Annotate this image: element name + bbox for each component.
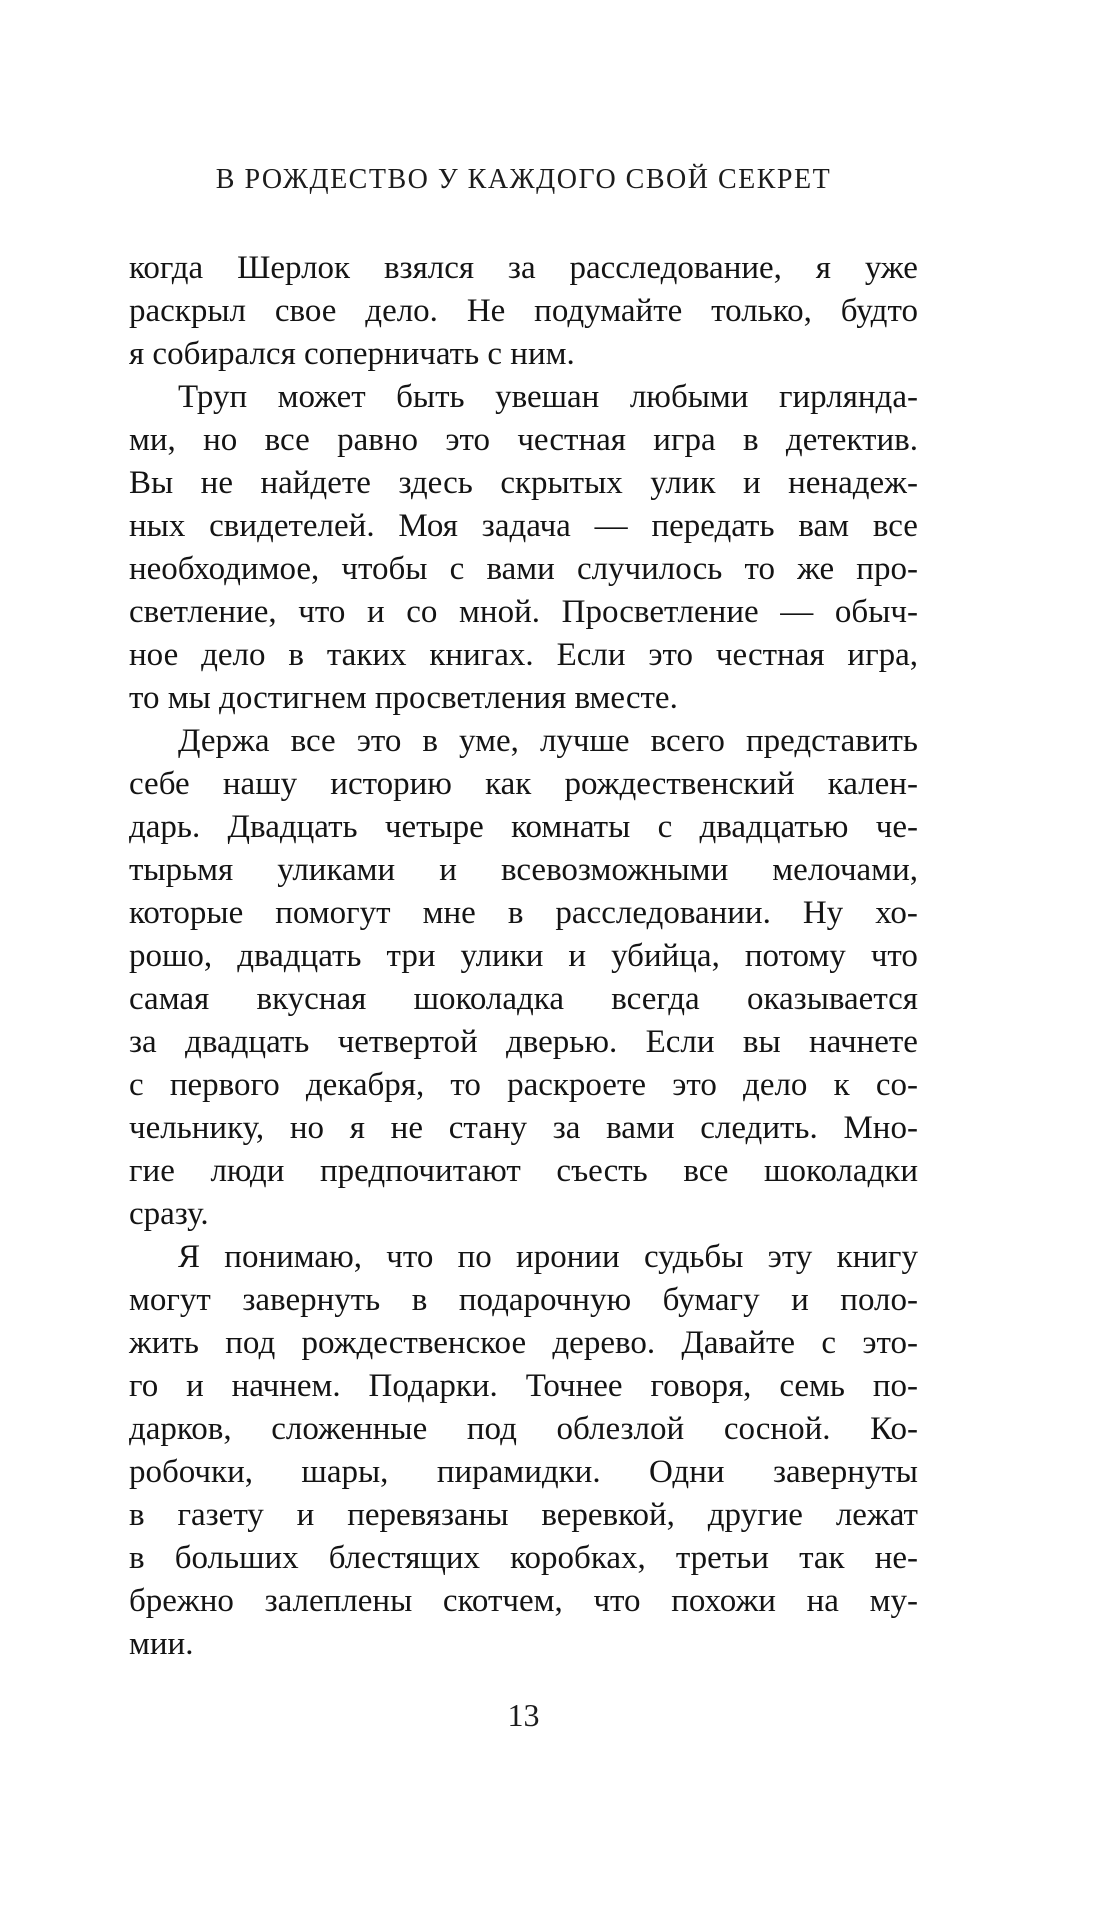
text-line: [129, 1064, 918, 1107]
text-line: я собирался соперничать с ним.: [129, 336, 575, 372]
word: нашу: [222, 766, 298, 802]
text-line: [129, 1580, 918, 1623]
word: декабря,: [305, 1067, 425, 1103]
word: вами: [606, 1110, 675, 1146]
text-line: [129, 290, 918, 333]
word: стану: [448, 1110, 527, 1146]
word: в: [129, 1540, 145, 1576]
word: третьи: [675, 1540, 769, 1576]
word: три: [386, 938, 436, 974]
word: Мно-: [843, 1110, 918, 1146]
word: газету: [177, 1497, 264, 1533]
word: и: [439, 852, 457, 888]
text-line: сразу.: [129, 1196, 209, 1232]
word: облезлой: [556, 1411, 685, 1447]
word: Труп: [178, 379, 248, 415]
word: с: [657, 809, 673, 845]
word: Шерлок: [237, 250, 351, 286]
word: жить: [129, 1325, 199, 1361]
word: предпочитают: [319, 1153, 521, 1189]
word: к: [833, 1067, 850, 1103]
word: дело: [201, 637, 266, 673]
word: я: [815, 250, 831, 286]
word: которые: [129, 895, 244, 931]
word: потому: [744, 938, 846, 974]
word: с: [449, 551, 465, 587]
text-line: [129, 720, 918, 763]
word: за: [129, 1024, 157, 1060]
word: залеплены: [264, 1583, 413, 1619]
word: и: [791, 1282, 809, 1318]
text-line: [129, 247, 918, 290]
word: сложенные: [271, 1411, 428, 1447]
word: случилось: [576, 551, 723, 587]
word: что: [593, 1583, 641, 1619]
word: Не: [466, 293, 506, 329]
word: шоколадки: [764, 1153, 918, 1189]
word: убийца,: [611, 938, 720, 974]
word: го: [129, 1368, 159, 1404]
word: расследовании.: [555, 895, 771, 931]
text-line: [129, 1279, 918, 1322]
word: не: [390, 1110, 423, 1146]
word: уме,: [459, 723, 519, 759]
word: с: [129, 1067, 144, 1103]
word: и: [568, 938, 587, 974]
word: всегда: [611, 981, 700, 1017]
word: комнаты: [511, 809, 631, 845]
text-line: [129, 548, 918, 591]
word: то: [744, 551, 775, 587]
text-line: [129, 978, 918, 1021]
word: лучше: [539, 723, 630, 759]
word: Давайте: [681, 1325, 796, 1361]
word: перевязаны: [347, 1497, 509, 1533]
word: Держа: [178, 723, 270, 759]
word: честная: [715, 637, 825, 673]
word: Если: [556, 637, 626, 673]
word: но: [289, 1110, 324, 1146]
word: обыч-: [834, 594, 918, 630]
word: Подарки.: [368, 1368, 498, 1404]
word: не-: [874, 1540, 918, 1576]
word: передать: [651, 508, 775, 544]
word: и: [742, 465, 761, 501]
word: пирамидки.: [436, 1454, 601, 1490]
word: похожи: [671, 1583, 776, 1619]
word: четыре: [384, 809, 484, 845]
word: эту: [767, 1239, 813, 1275]
word: за: [507, 250, 536, 286]
running-header: В РОЖДЕСТВО У КАЖДОГО СВОЙ СЕКРЕТ: [215, 164, 832, 195]
text-line: [129, 1494, 918, 1537]
word: начнете: [808, 1024, 918, 1060]
word: дерево.: [552, 1325, 656, 1361]
word: люди: [210, 1153, 285, 1189]
text-line: [129, 1236, 918, 1279]
word: таких: [326, 637, 407, 673]
word: семь: [779, 1368, 845, 1404]
word: это-: [862, 1325, 918, 1361]
text-line: [129, 1408, 918, 1451]
word: так: [799, 1540, 845, 1576]
word: что: [870, 938, 918, 974]
word: двадцать: [185, 1024, 310, 1060]
word: с: [821, 1325, 837, 1361]
text-line: то мы достигнем просветления вместе.: [129, 680, 678, 716]
word: равно: [337, 422, 418, 458]
word: в: [422, 723, 438, 759]
word: завернуть: [242, 1282, 381, 1318]
page-text-block: [129, 247, 918, 1666]
word: любыми: [629, 379, 749, 415]
word: завернуты: [772, 1454, 918, 1490]
word: понимаю,: [224, 1239, 362, 1275]
word: хо-: [875, 895, 918, 931]
word: книгах.: [429, 637, 534, 673]
word: Ко-: [870, 1411, 918, 1447]
text-line: [129, 935, 918, 978]
word: шоколадка: [413, 981, 564, 1017]
word: брежно: [129, 1583, 234, 1619]
text-line: [129, 419, 918, 462]
word: свидетелей.: [209, 508, 375, 544]
word: когда: [129, 250, 204, 286]
word: здесь: [398, 465, 473, 501]
word: книгу: [836, 1239, 918, 1275]
text-line: [129, 849, 918, 892]
word: что: [386, 1239, 434, 1275]
word: увешан: [495, 379, 600, 415]
word: помогут: [275, 895, 391, 931]
word: скрытых: [500, 465, 623, 501]
word: вами: [486, 551, 555, 587]
word: по: [457, 1239, 492, 1275]
word: улики: [460, 938, 544, 974]
text-line: [129, 462, 918, 505]
word: что: [298, 594, 346, 630]
word: это: [445, 422, 490, 458]
word: это: [672, 1067, 717, 1103]
word: —: [780, 594, 814, 630]
text-line: [129, 376, 918, 419]
word: веревкой,: [541, 1497, 675, 1533]
word: дарь.: [129, 809, 201, 845]
word: то: [450, 1067, 481, 1103]
word: раскрыл: [129, 293, 246, 329]
word: робочки,: [129, 1454, 253, 1490]
word: блестящих: [328, 1540, 481, 1576]
word: по-: [872, 1368, 918, 1404]
text-line: [129, 1021, 918, 1064]
word: всего: [650, 723, 725, 759]
word: гие: [129, 1153, 175, 1189]
word: найдете: [260, 465, 371, 501]
word: и: [296, 1497, 315, 1533]
word: игра: [653, 422, 716, 458]
word: и: [186, 1368, 204, 1404]
word: гирлянда-: [778, 379, 918, 415]
word: Вы: [129, 465, 174, 501]
word: только,: [711, 293, 812, 329]
word: четвертой: [337, 1024, 478, 1060]
word: че-: [875, 809, 918, 845]
word: говоря,: [650, 1368, 752, 1404]
word: Я: [178, 1239, 201, 1275]
word: начнем.: [231, 1368, 341, 1404]
word: судьбы: [643, 1239, 744, 1275]
word: Просветление: [561, 594, 759, 630]
word: расследование,: [569, 250, 782, 286]
word: под: [225, 1325, 276, 1361]
word: Двадцать: [227, 809, 358, 845]
word: чтобы: [341, 551, 428, 587]
word: и: [366, 594, 385, 630]
word: лежат: [835, 1497, 918, 1533]
word: мне: [422, 895, 476, 931]
word: это: [648, 637, 694, 673]
word: про-: [856, 551, 918, 587]
word: ненадеж-: [788, 465, 918, 501]
word: светление,: [129, 594, 277, 630]
word: в: [742, 422, 759, 458]
word: все: [264, 422, 310, 458]
word: мной.: [459, 594, 540, 630]
word: му-: [869, 1583, 918, 1619]
word: вам: [798, 508, 850, 544]
word: поло-: [840, 1282, 918, 1318]
word: это: [356, 723, 402, 759]
word: дело.: [365, 293, 438, 329]
text-line: [129, 1107, 918, 1150]
word: представить: [745, 723, 918, 759]
word: я: [349, 1110, 365, 1146]
word: в: [288, 637, 304, 673]
word: за: [552, 1110, 581, 1146]
word: необходимое,: [129, 551, 320, 587]
word: сосной.: [723, 1411, 831, 1447]
word: в: [411, 1282, 428, 1318]
word: двадцать: [237, 938, 362, 974]
text-line: мии.: [129, 1626, 194, 1662]
word: все: [872, 508, 918, 544]
word: рошо,: [129, 938, 213, 974]
word: следить.: [700, 1110, 818, 1146]
word: как: [485, 766, 532, 802]
word: быть: [396, 379, 465, 415]
word: все: [683, 1153, 729, 1189]
text-line: [129, 892, 918, 935]
word: может: [277, 379, 366, 415]
word: Моя: [398, 508, 458, 544]
word: —: [594, 508, 628, 544]
word: в: [129, 1497, 145, 1533]
word: на: [806, 1583, 839, 1619]
text-line: [129, 1365, 918, 1408]
word: кален-: [827, 766, 918, 802]
word: двадцатью: [699, 809, 849, 845]
word: со: [406, 594, 438, 630]
word: самая: [129, 981, 210, 1017]
word: дарков,: [129, 1411, 232, 1447]
word: уже: [864, 250, 918, 286]
word: шары,: [301, 1454, 389, 1490]
word: рождественский: [564, 766, 795, 802]
word: подарочную: [458, 1282, 632, 1318]
text-line: [129, 634, 918, 677]
text-line: [129, 591, 918, 634]
word: подумайте: [534, 293, 683, 329]
word: свое: [274, 293, 337, 329]
word: коробках,: [510, 1540, 646, 1576]
word: игра,: [847, 637, 918, 673]
word: взялся: [383, 250, 475, 286]
text-line: [129, 763, 918, 806]
word: под: [466, 1411, 517, 1447]
text-line: [129, 1537, 918, 1580]
word: ми,: [129, 422, 176, 458]
word: могут: [129, 1282, 211, 1318]
word: же: [797, 551, 835, 587]
word: уликами: [277, 852, 396, 888]
word: себе: [129, 766, 190, 802]
word: не: [200, 465, 233, 501]
word: всевозможными: [500, 852, 729, 888]
word: съесть: [556, 1153, 648, 1189]
word: иронии: [516, 1239, 620, 1275]
word: ных: [129, 508, 186, 544]
text-line: [129, 505, 918, 548]
word: первого: [169, 1067, 280, 1103]
word: задача: [481, 508, 571, 544]
word: скотчем,: [442, 1583, 563, 1619]
word: Одни: [649, 1454, 725, 1490]
word: все: [290, 723, 336, 759]
word: Если: [645, 1024, 715, 1060]
word: рождественское: [301, 1325, 527, 1361]
word: оказывается: [747, 981, 918, 1017]
text-line: [129, 1150, 918, 1193]
word: честная: [517, 422, 626, 458]
text-line: [129, 1322, 918, 1365]
page-number: 13: [507, 1697, 540, 1733]
word: улик: [650, 465, 716, 501]
word: но: [203, 422, 238, 458]
word: дверью.: [505, 1024, 618, 1060]
word: ное: [129, 637, 179, 673]
text-line: [129, 1451, 918, 1494]
word: больших: [174, 1540, 299, 1576]
word: будто: [840, 293, 918, 329]
word: со-: [875, 1067, 918, 1103]
word: дело: [743, 1067, 808, 1103]
word: чельнику,: [129, 1110, 265, 1146]
word: в: [507, 895, 524, 931]
text-line: [129, 806, 918, 849]
word: Ну: [802, 895, 844, 931]
word: бумагу: [662, 1282, 760, 1318]
word: вы: [742, 1024, 781, 1060]
word: тырьмя: [129, 852, 234, 888]
word: другие: [707, 1497, 803, 1533]
word: детектив.: [785, 422, 918, 458]
word: раскроете: [507, 1067, 647, 1103]
word: историю: [330, 766, 452, 802]
word: мелочами,: [772, 852, 918, 888]
word: вкусная: [256, 981, 367, 1017]
word: Точнее: [525, 1368, 623, 1404]
